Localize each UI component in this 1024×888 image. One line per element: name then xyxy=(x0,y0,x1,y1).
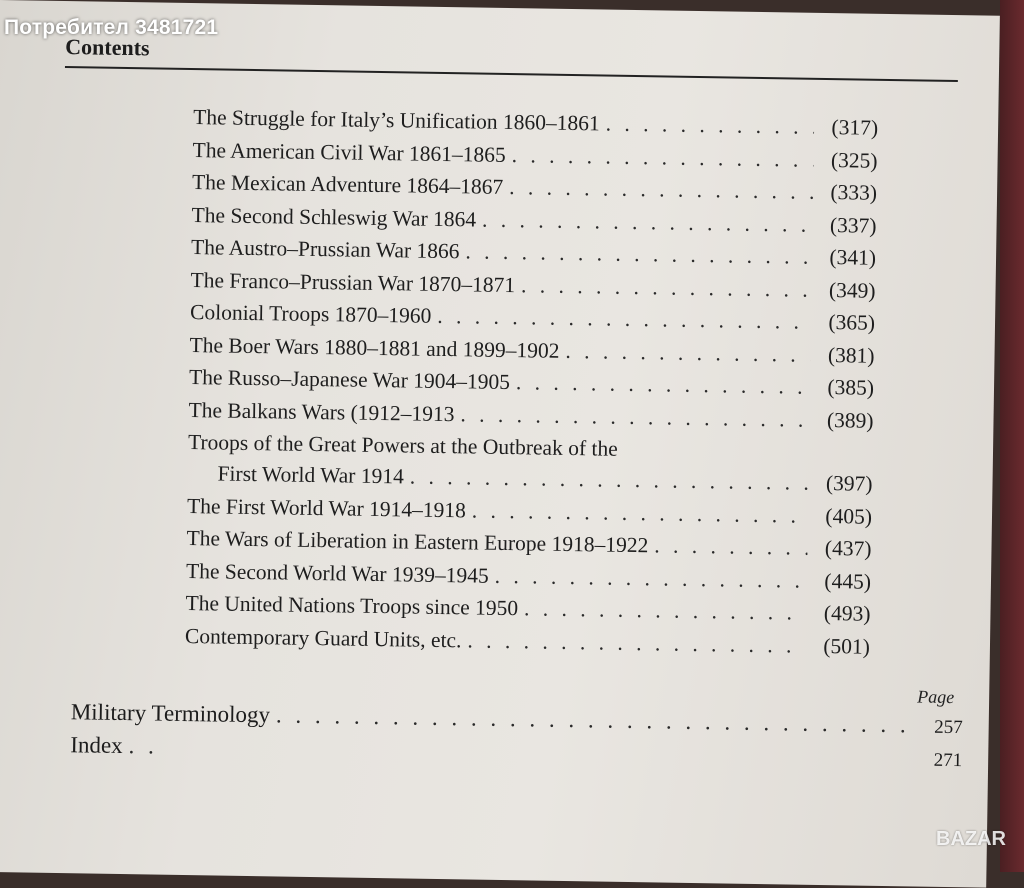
back-matter-list xyxy=(70,699,963,779)
contents-list xyxy=(185,105,879,667)
entry-title: Colonial Troops 1870–1960 xyxy=(189,300,432,328)
dot-leader xyxy=(460,402,809,432)
entry-title: The Second Schleswig War 1864 xyxy=(191,202,477,232)
entry-page: (325) xyxy=(830,147,878,173)
dot-leader xyxy=(494,563,807,593)
entry-page: (405) xyxy=(825,503,873,529)
entry-title: Contemporary Guard Units, etc. xyxy=(184,623,462,652)
dot-leader xyxy=(509,175,813,205)
entry-page: (397) xyxy=(825,471,873,496)
user-watermark: Потребител 3481721 xyxy=(4,16,219,39)
bazar-logo: BAZAR xyxy=(936,828,1006,850)
entry-page: (385) xyxy=(827,375,875,400)
entry-page: (341) xyxy=(829,245,877,270)
entry-page: (365) xyxy=(828,310,876,335)
page-column-label: Page xyxy=(917,686,955,708)
entry-page: (337) xyxy=(829,212,877,238)
entry-page: (381) xyxy=(827,342,875,368)
entry-title: Troops of the Great Powers at the Outbreak of the xyxy=(187,430,618,461)
dot-leader xyxy=(606,112,815,140)
dot-leader xyxy=(467,628,806,658)
entry-title: The Struggle for Italy’s Unification 1860–1861 xyxy=(192,105,600,136)
contents-heading: Contents xyxy=(65,34,150,61)
dot-leader xyxy=(437,304,811,335)
entry-title: The Franco–Prussian War 1870–1871 xyxy=(190,267,516,297)
entry-page: (349) xyxy=(828,277,876,303)
dot-leader xyxy=(512,143,814,173)
entry-title: The Second World War 1939–1945 xyxy=(185,558,489,588)
dot-leader xyxy=(482,207,813,237)
dot-leader xyxy=(516,370,810,400)
entry-title: The First World War 1914–1918 xyxy=(186,493,467,522)
entry-page: (317) xyxy=(831,115,879,140)
entry-page: (437) xyxy=(824,536,872,561)
entry-page: (445) xyxy=(824,568,872,594)
dot-leader xyxy=(128,733,168,760)
entry-title: The American Civil War 1861–1865 xyxy=(192,137,506,167)
entry-page: (493) xyxy=(823,601,871,626)
entry-title: The Russo–Japanese War 1904–1905 xyxy=(188,365,511,395)
dot-leader xyxy=(565,338,810,367)
entry-title: The Wars of Liberation in Eastern Europe 1918–1922 xyxy=(186,525,649,558)
dot-leader xyxy=(654,533,808,560)
entry-page: (333) xyxy=(830,180,878,205)
entry-page: 257 xyxy=(934,716,963,739)
entry-title: The Mexican Adventure 1864–1867 xyxy=(191,170,504,199)
entry-title: Index xyxy=(70,732,123,759)
entry-title: First World War 1914 xyxy=(217,461,405,489)
entry-title: The Balkans Wars (1912–1913 xyxy=(188,397,455,426)
dot-leader xyxy=(521,273,812,303)
heading-rule xyxy=(65,66,958,82)
book-cover-edge xyxy=(1000,0,1024,872)
entry-title: The United Nations Troops since 1950 xyxy=(185,590,519,621)
dot-leader xyxy=(410,464,809,495)
entry-title: The Austro–Prussian War 1866 xyxy=(190,235,460,264)
entry-page: (389) xyxy=(826,407,874,433)
dot-leader xyxy=(472,498,809,528)
entry-page: 271 xyxy=(933,749,963,772)
entry-title: Military Terminology xyxy=(70,699,271,728)
entry-page: (501) xyxy=(823,633,871,659)
dot-leader xyxy=(465,239,812,269)
entry-title: The Boer Wars 1880–1881 and 1899–1902 xyxy=(189,332,560,363)
dot-leader xyxy=(276,702,917,738)
dot-leader xyxy=(524,596,807,625)
